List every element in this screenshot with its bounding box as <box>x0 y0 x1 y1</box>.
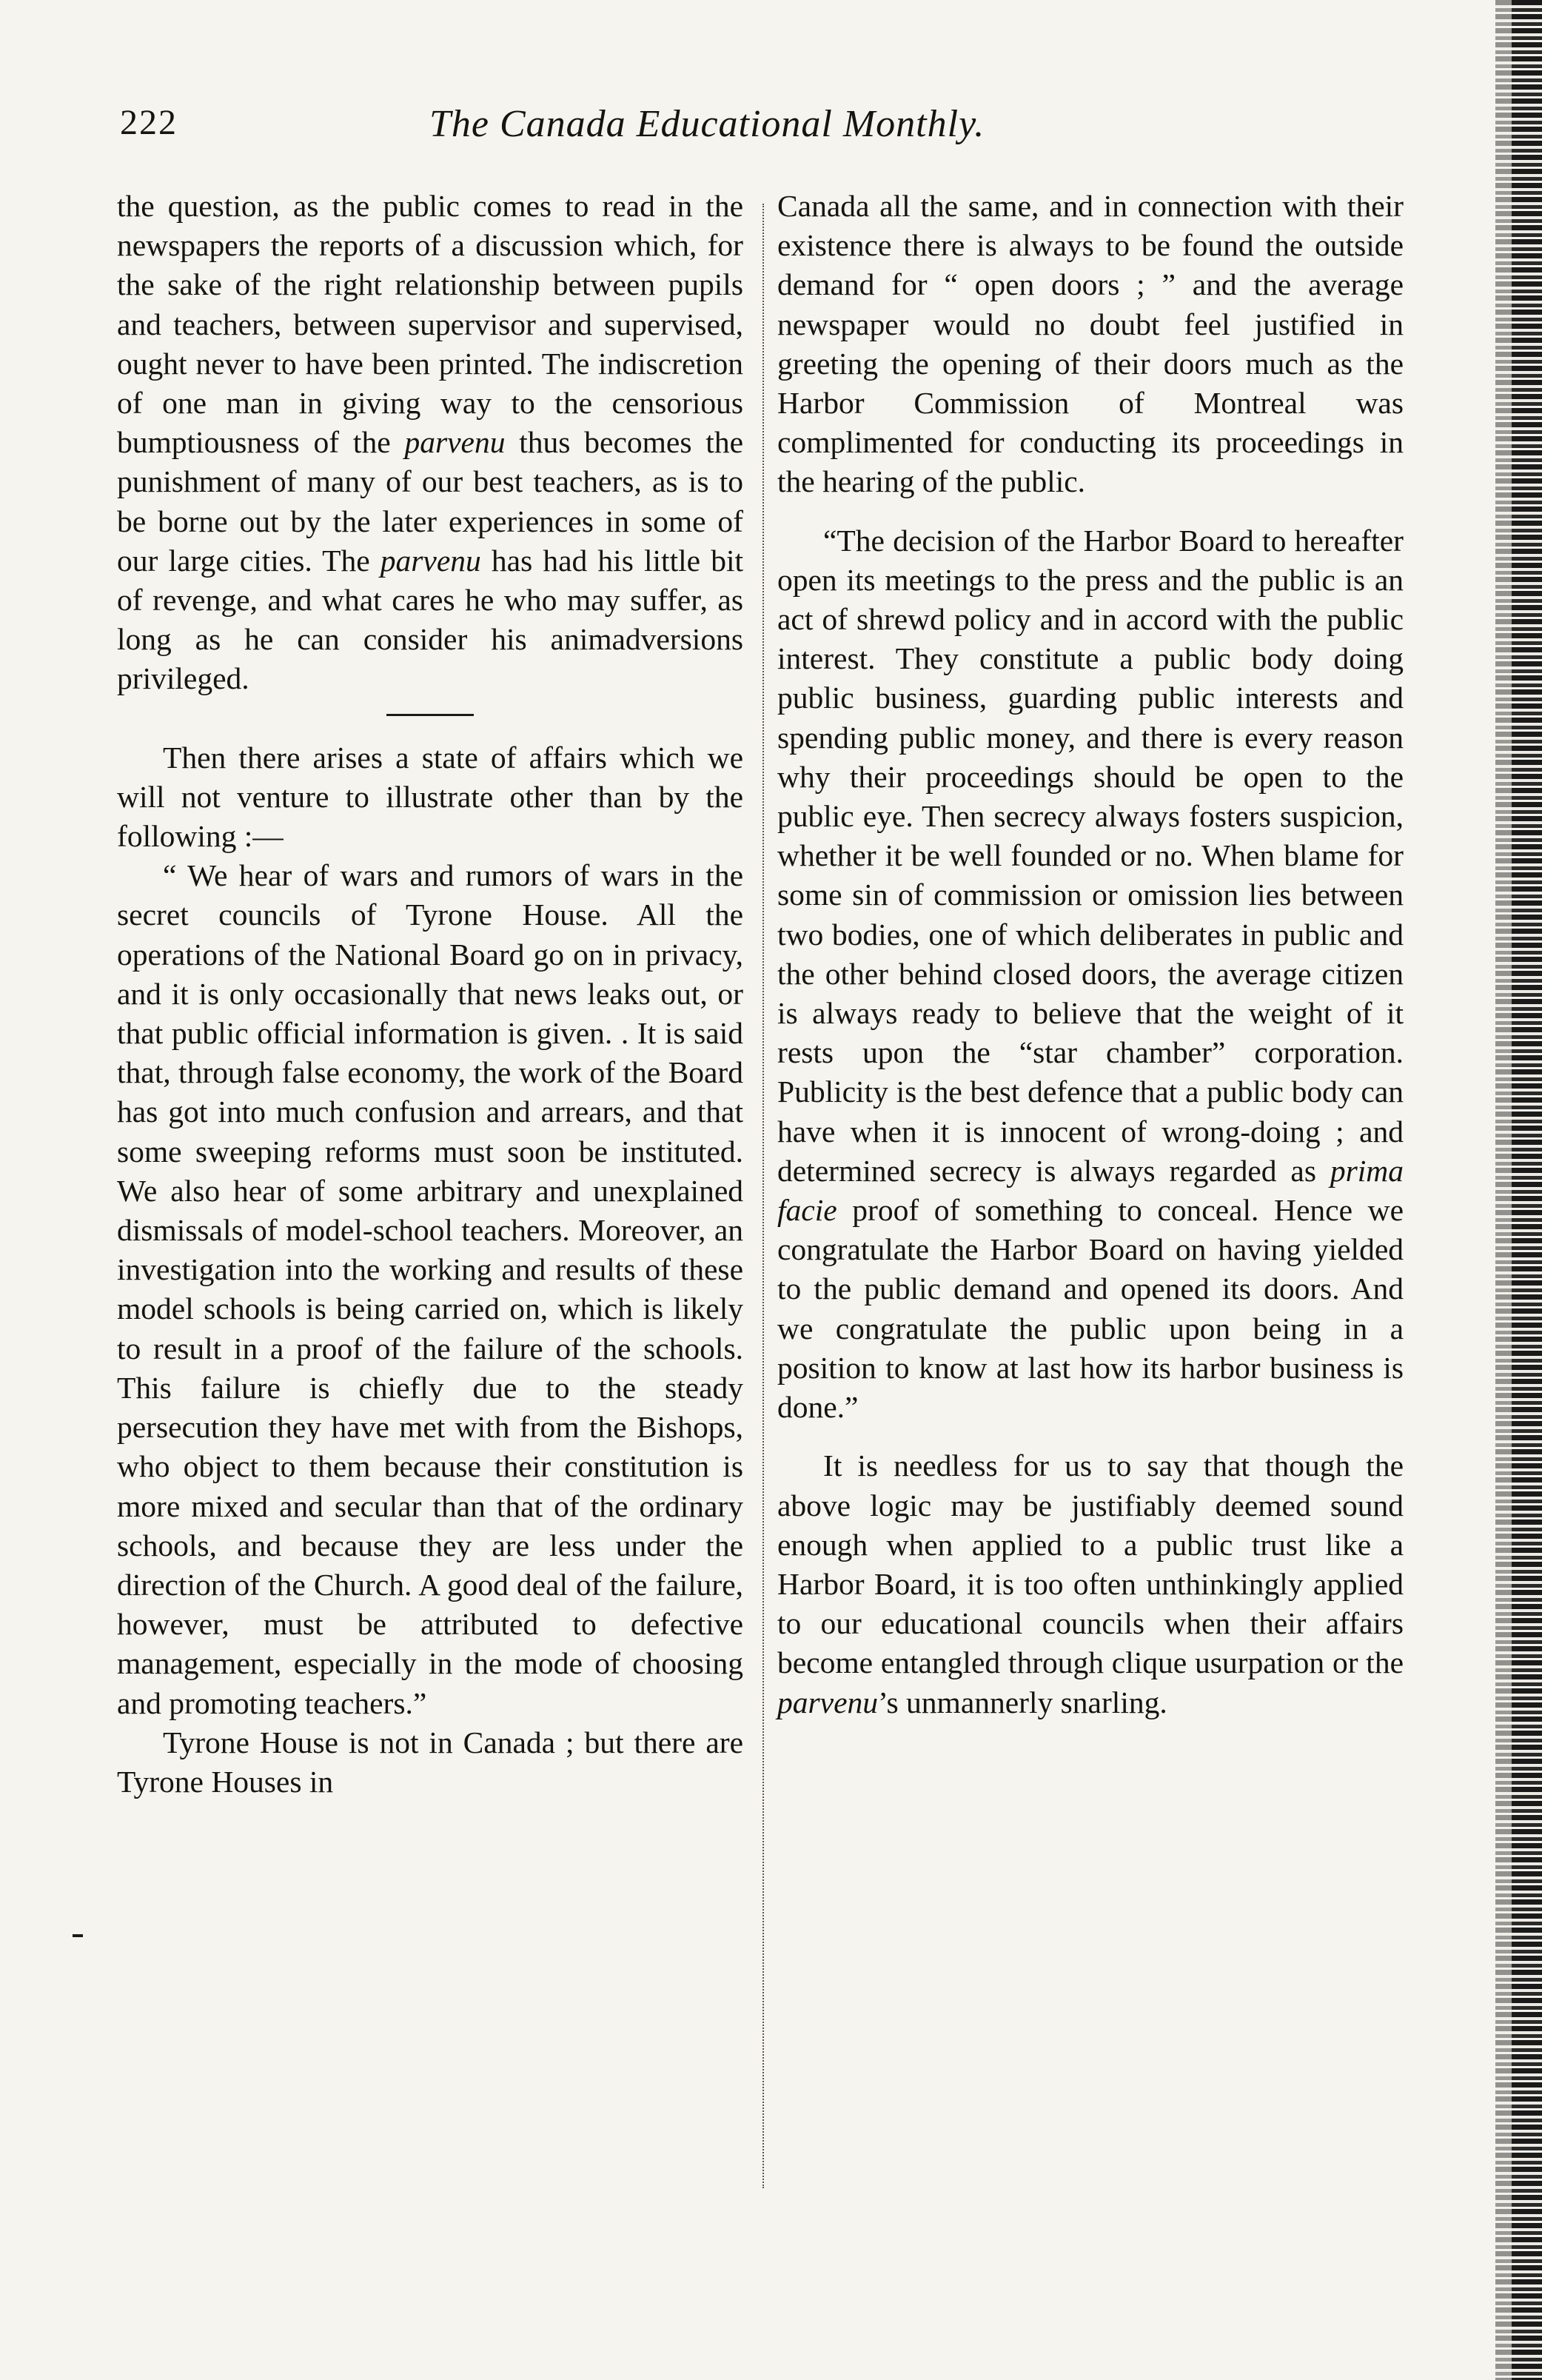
italic-term: parvenu <box>777 1685 878 1719</box>
page-number: 222 <box>120 103 178 142</box>
italic-term: parvenu <box>380 543 481 578</box>
italic-term: prima facie <box>777 1153 1404 1228</box>
paragraph <box>777 1446 1404 1722</box>
column-rule <box>762 204 764 2188</box>
paragraph <box>117 187 743 699</box>
text-run: “The decision of the Harbor Board to hereafter open its meetings to the press and the public is an act of shrewd policy and in accord with the public interest. They constitute a public body doing public business, guarding public interests and spending public money, and there is every reason why their proceedings should be open to the public eye. Then secrecy always fosters suspicion, whether it be well founded or no. When blame for some sin of commission or omission lies between two bodies, one of which deliberates in public and the other behind closed doors, the average citizen is always ready to believe that the weight of it rests upon the “star chamber” corporation. Publicity is the best defence that a public body can have when it is innocent of wrong-doing ; and determined secrecy is always regarded as <box>777 523 1404 1188</box>
paragraph: Canada all the same, and in connection with their existence there is always to be found the outside demand for “ open doors ; ” and the average newspaper would no doubt feel justified in greeting the opening of their doors much as the Harbor Commission of Montreal was complimented for conducting its proceedings in the hearing of the public. <box>777 189 1404 499</box>
left-column <box>117 187 743 1802</box>
text-run: has had his little bit of revenge, and what cares he who may suffer, as long as he can consider his animadversions privileged. <box>117 543 743 696</box>
text-run: It is needless for us to say that though the above logic may be justifiably deemed sound enough when applied to a public trust like a Harbor Board, it is too often unthinkingly applied to our educational councils when their affairs become entangled through clique usurpation or the <box>777 1448 1404 1680</box>
margin-mark <box>73 1934 83 1937</box>
italic-term: parvenu <box>404 425 506 460</box>
quotation-paragraph <box>777 521 1404 1428</box>
text-run: thus becomes the punishment of many of our best teachers, as is to be borne out by the later experiences in some of our large cities. The <box>117 425 743 578</box>
paragraph: Tyrone House is not in Canada ; but there are Tyrone Houses in <box>117 1725 743 1799</box>
quotation-paragraph: “ We hear of wars and rumors of wars in the secret councils of Tyrone House. All the operations of the National Board go on in privacy, and it is only occasionally that news leaks out, or that public official information is given. . It is said that, through false economy, the work of the Board has got into much confusion and arrears, and that some sweeping reforms must soon be instituted. We also hear of some arbitrary and unexplained dismissals of model-school teachers. Moreover, an investigation into the working and results of these model schools is being carried on, which is likely to result in a proof of the failure of the schools. This failure is chiefly due to the steady persecution they have met with from the Bishops, who object to them because their constitution is more mixed and secular than that of the ordinary schools, and because they are less under the direction of the Church. A good deal of the failure, however, must be attributed to defective management, especially in the mode of choosing and promoting teachers.” <box>117 858 743 1720</box>
right-column <box>777 187 1404 1722</box>
text-run: ’s unmannerly snarling. <box>878 1685 1167 1719</box>
page-header <box>120 102 1156 154</box>
section-separator <box>386 714 474 716</box>
scan-edge-strip <box>1495 0 1542 2380</box>
text-run: the question, as the public comes to read in the newspapers the reports of a discussion which, for the sake of the right relationship between pupils and teachers, between supervisor and supervised, ought never to have been printed. The indiscretion of one man in giving way to the censorious bumptiousness of the <box>117 189 743 460</box>
running-title: The Canada Educational Monthly. <box>429 103 985 145</box>
paragraph: Then there arises a state of affairs which we will not venture to illustrate other than by the following :— <box>117 740 743 854</box>
text-run: proof of something to conceal. Hence we congratulate the Harbor Board on having yielded to the public demand and opened its doors. And we congratulate the public upon being in a position to know at last how its harbor business is done.” <box>777 1193 1404 1425</box>
